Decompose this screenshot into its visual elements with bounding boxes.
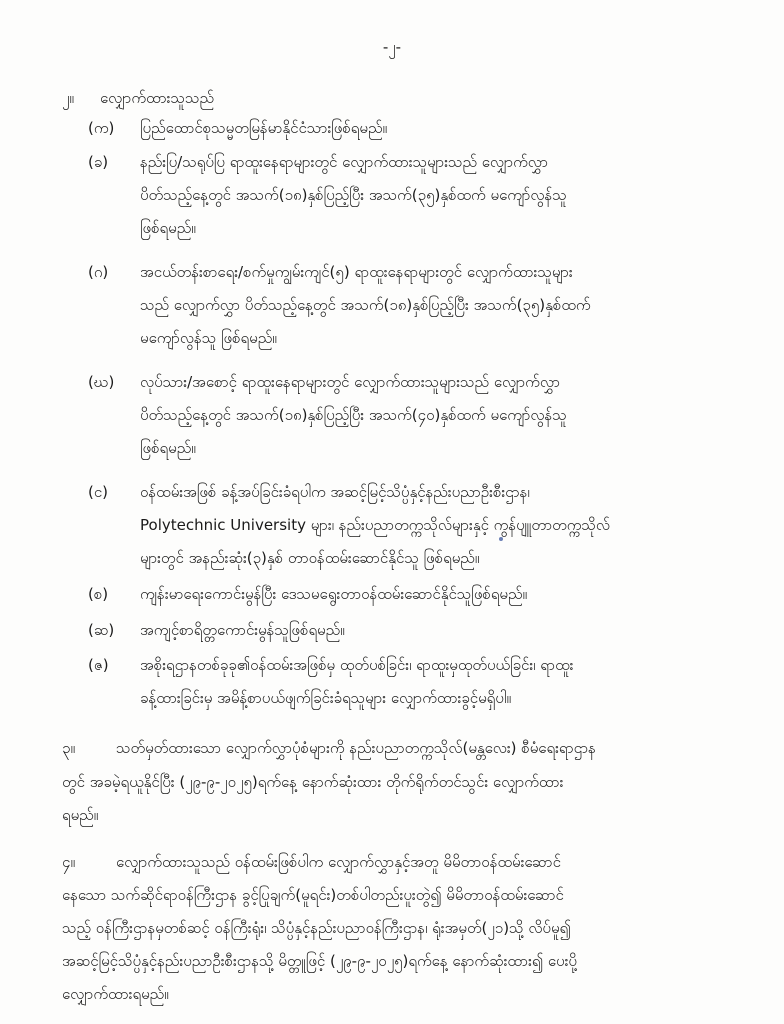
section-3-line-3: ရမည်။ [62, 806, 99, 824]
item-ga-line-2: သည် လျှောက်လွှာ ပိတ်သည့်နေ့တွင် အသက်(၁၈)နှစ်ပြည့်ပြီး အသက်(၃၅)နှစ်ထက် [140, 296, 591, 314]
item-hsa-line-1: အကျင့်စာရိတ္တကောင်းမွန်သူဖြစ်ရမည်။ [140, 621, 345, 639]
section-3-line-2: တွင် အခမဲ့ရယူနိုင်ပြီး (၂၉-၉-၂၀၂၅)ရက်နေ့ နောက်ဆုံးထား တိုက်ရိုက်တင်သွင်း လျှောက်ထား [62, 773, 564, 791]
item-kha-label: (ခ) [88, 153, 109, 171]
item-gha-line-1: လုပ်သား/အစောင့် ရာထူးနေရာများတွင် လျှောက်ထားသူများသည် လျှောက်လွှာ [140, 373, 561, 391]
item-kha-line-2: ပိတ်သည့်နေ့တွင် အသက်(၁၈)နှစ်ပြည့်ပြီး အသက်(၃၅)နှစ်ထက် မကျော်လွန်သူ [140, 186, 567, 204]
section-4-number: ၄။ [62, 853, 75, 871]
item-gha-line-2: ပိတ်သည့်နေ့တွင် အသက်(၁၈)နှစ်ပြည့်ပြီး အသက်(၄၀)နှစ်ထက် မကျော်လွန်သူ [140, 406, 567, 424]
item-ga-label: (ဂ) [88, 263, 109, 281]
ink-dot [499, 537, 503, 541]
section-2-heading: လျှောက်ထားသူသည် [100, 89, 214, 107]
item-kha-line-3: ဖြစ်ရမည်။ [140, 219, 196, 237]
item-ka-line-1: ပြည်ထောင်စုသမ္မတမြန်မာနိုင်ငံသားဖြစ်ရမည်။ [140, 119, 388, 137]
section-3-number: ၃။ [62, 739, 75, 757]
section-4-line-2: နေသော သက်ဆိုင်ရာဝန်ကြီးဌာန ခွင့်ပြုချက်(မူရင်း)တစ်ပါတည်းပူးတွဲ၍ မိမိတာဝန်ထမ်းဆောင် [62, 886, 564, 904]
item-gha-label: (ဃ) [88, 373, 115, 391]
section-4-line-5: လျှောက်ထားရမည်။ [62, 985, 169, 1003]
section-4-line-1: လျှောက်ထားသူသည် ဝန်ထမ်းဖြစ်ပါက လျှောက်လွှာနှင့်အတူ မိမိတာဝန်ထမ်းဆောင် [116, 853, 561, 871]
item-za-line-2: ခန့်ထားခြင်းမှ အမိန့်စာပယ်ဖျက်ခြင်းခံရသူများ လျှောက်ထားခွင့်မရှိပါ။ [140, 689, 511, 707]
item-ga-line-1: အငယ်တန်းစာရေး/စက်မှုကျွမ်းကျင်(၅) ရာထူးနေရာများတွင် လျှောက်ထားသူများ [140, 263, 573, 281]
item-nga-line-1: ဝန်ထမ်းအဖြစ် ခန့်အပ်ခြင်းခံရပါက အဆင့်မြင့်သိပ္ပံနှင့်နည်းပညာဦးစီးဌာန၊ [140, 483, 530, 501]
item-kha-line-1 [140, 152, 732, 172]
item-nga-label: (င) [88, 483, 109, 501]
section-4-line-3: သည့် ဝန်ကြီးဌာနမှတစ်ဆင့် ဝန်ကြီးရုံး၊ သိပ္ပံနှင့်နည်းပညာဝန်ကြီးဌာန၊ ရုံးအမှတ်(၂၁)သို့ လိပ်မူ၍ [62, 919, 571, 937]
item-hsa-label: (ဆ) [88, 621, 115, 639]
item-nga-line-2: Polytechnic University များ၊ နည်းပညာတက္ကသိုလ်များနှင့် ကွန်ပျူတာတက္ကသိုလ် [140, 516, 610, 534]
section-2-number: ၂။ [62, 89, 74, 107]
item-za-line-1: အစိုးရဌာနတစ်ခုခု၏ဝန်ထမ်းအဖြစ်မှ ထုတ်ပစ်ခြင်း၊ ရာထူးမှထုတ်ပယ်ခြင်း၊ ရာထူး [140, 656, 574, 674]
item-za-label: (ဇ) [88, 656, 109, 674]
item-gha-line-3: ဖြစ်ရမည်။ [140, 439, 196, 457]
item-sa-label: (စ) [88, 585, 109, 603]
page-number: -၂- [382, 38, 402, 56]
item-ga-line-3: မကျော်လွန်သူ ဖြစ်ရမည်။ [140, 329, 277, 347]
item-nga-line-3: များတွင် အနည်းဆုံး(၃)နှစ် တာဝန်ထမ်းဆောင်နိုင်သူ ဖြစ်ရမည်။ [140, 549, 480, 567]
item-ka-label: (က) [88, 119, 115, 137]
item-sa-line-1: ကျန်းမာရေးကောင်းမွန်ပြီး ဒေသမရွေးတာဝန်ထမ်းဆောင်နိုင်သူဖြစ်ရမည်။ [140, 585, 528, 603]
section-3-line-1: သတ်မှတ်ထားသော လျှောက်လွှာပုံစံများကို နည်းပညာတက္ကသိုလ်(မန္တလေး) စီမံရေးရာဌာန [116, 739, 596, 757]
item-kha-line-1-text: နည်းပြ/သရုပ်ပြ ရာထူးနေရာများတွင် လျှောက်ထားသူများသည် လျှောက်လွှာ [140, 153, 549, 171]
section-4-line-4: အဆင့်မြင့်သိပ္ပံနှင့်နည်းပညာဦးစီးဌာနသို့ မိတ္တူဖြင့် (၂၉-၉-၂၀၂၅)ရက်နေ့ နောက်ဆုံးထား၍ ပေးပို့ [62, 952, 577, 970]
